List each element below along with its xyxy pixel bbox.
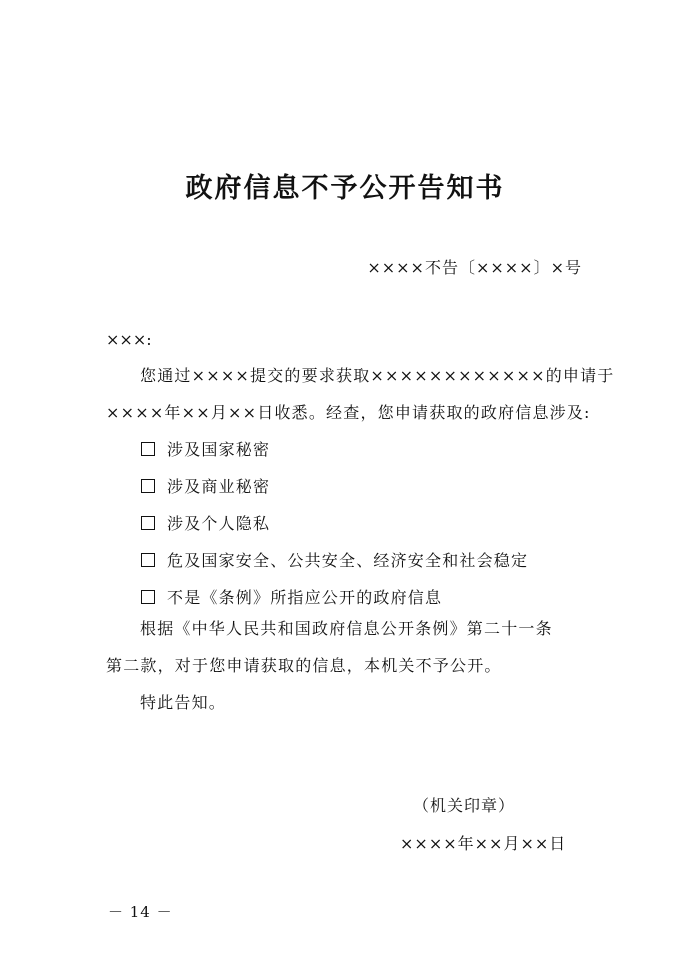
option-item bbox=[141, 505, 528, 542]
option-label: 涉及个人隐私 bbox=[167, 514, 271, 533]
checkbox-icon[interactable] bbox=[141, 516, 155, 530]
paragraph-basis-line-2: 第二款，对于您申请获取的信息，本机关不予公开。 bbox=[106, 656, 502, 675]
issue-date: ××××年××月××日 bbox=[400, 834, 567, 853]
paragraph-request-line-2: ××××年××月××日收悉。经查，您申请获取的政府信息涉及: bbox=[106, 403, 591, 422]
option-label: 涉及国家秘密 bbox=[167, 440, 271, 459]
page-number: － 14 － bbox=[108, 903, 173, 921]
paragraph-request-line-1: 您通过××××提交的要求获取××××××××××××的申请于 bbox=[140, 366, 615, 385]
document-title: 政府信息不予公开告知书 bbox=[185, 173, 505, 204]
addressee: ×××: bbox=[106, 330, 152, 349]
option-item bbox=[141, 468, 528, 505]
seal-placeholder: （机关印章） bbox=[413, 796, 516, 815]
paragraph-request bbox=[106, 357, 615, 431]
option-item bbox=[141, 431, 528, 468]
closing-text: 特此告知。 bbox=[140, 693, 227, 712]
option-list bbox=[141, 431, 528, 616]
option-label: 涉及商业秘密 bbox=[167, 477, 271, 496]
option-item bbox=[141, 542, 528, 579]
checkbox-icon[interactable] bbox=[141, 553, 155, 567]
checkbox-icon[interactable] bbox=[141, 442, 155, 456]
paragraph-basis-line-1: 根据《中华人民共和国政府信息公开条例》第二十一条 bbox=[140, 619, 553, 638]
option-label: 危及国家安全、公共安全、经济安全和社会稳定 bbox=[167, 551, 529, 570]
checkbox-icon[interactable] bbox=[141, 479, 155, 493]
paragraph-basis bbox=[106, 610, 584, 684]
document-number: ××××不告〔××××〕×号 bbox=[367, 258, 582, 277]
checkbox-icon[interactable] bbox=[141, 590, 155, 604]
option-label: 不是《条例》所指应公开的政府信息 bbox=[167, 588, 443, 607]
